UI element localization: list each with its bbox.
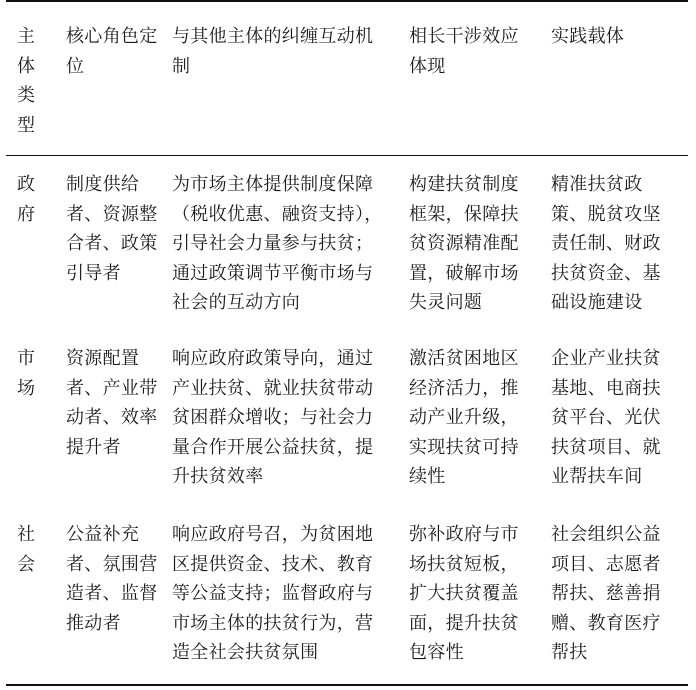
table-bottom-rule: [6, 684, 688, 686]
row-practice-carrier: 社会组织公益项目、志愿者帮扶、慈善捐赠、教育医疗帮扶: [551, 524, 661, 663]
row-interference-effect: 构建扶贫制度框架，保障扶贫资源精准配置，破解市场失灵问题: [409, 174, 519, 313]
row-subject-type: 政府: [17, 174, 36, 225]
row-core-role: 制度供给者、资源整合者、政策引导者: [66, 174, 158, 284]
row-interference-effect: 弥补政府与市场扶贫短板，扩大扶贫覆盖面，提升扶贫包容性: [409, 524, 519, 663]
header-divider-rule: [6, 155, 688, 156]
row-core-role: 公益补充者、氛围营造者、监督推动者: [66, 524, 158, 634]
table-top-rule: [6, 0, 688, 2]
row-practice-carrier: 精准扶贫政策、脱贫攻坚责任制、财政扶贫资金、基础设施建设: [551, 174, 661, 313]
row-subject-type: 市场: [17, 348, 36, 399]
row-interaction-mechanism: 响应政府号召，为贫困地区提供资金、技术、教育等公益支持；监督政府与市场主体的扶贫行为，营造全社会扶贫氛围: [172, 524, 374, 663]
header-core-role: 核心角色定位: [66, 26, 158, 77]
row-interference-effect: 激活贫困地区经济活力，推动产业升级，实现扶贫可持续性: [409, 348, 519, 487]
row-subject-type: 社会: [17, 524, 36, 575]
header-practice-carrier: 实践载体: [551, 26, 625, 47]
header-interference-effect: 相长干涉效应体现: [409, 26, 519, 77]
row-interaction-mechanism: 响应政府政策导向，通过产业扶贫、就业扶贫带动贫困群众增收；与社会力量合作开展公益扶贫，提升扶贫效率: [172, 348, 374, 487]
header-interaction-mechanism: 与其他主体的纠缠互动机制: [172, 26, 374, 77]
row-practice-carrier: 企业产业扶贫基地、电商扶贫平台、光伏扶贫项目、就业帮扶车间: [551, 348, 661, 487]
row-interaction-mechanism: 为市场主体提供制度保障（税收优惠、融资支持），引导社会力量参与扶贫；通过政策调节平衡市场与社会的互动方向: [172, 174, 383, 313]
header-subject-type: 主体类型: [17, 26, 36, 136]
row-core-role: 资源配置者、产业带动者、效率提升者: [66, 348, 158, 458]
